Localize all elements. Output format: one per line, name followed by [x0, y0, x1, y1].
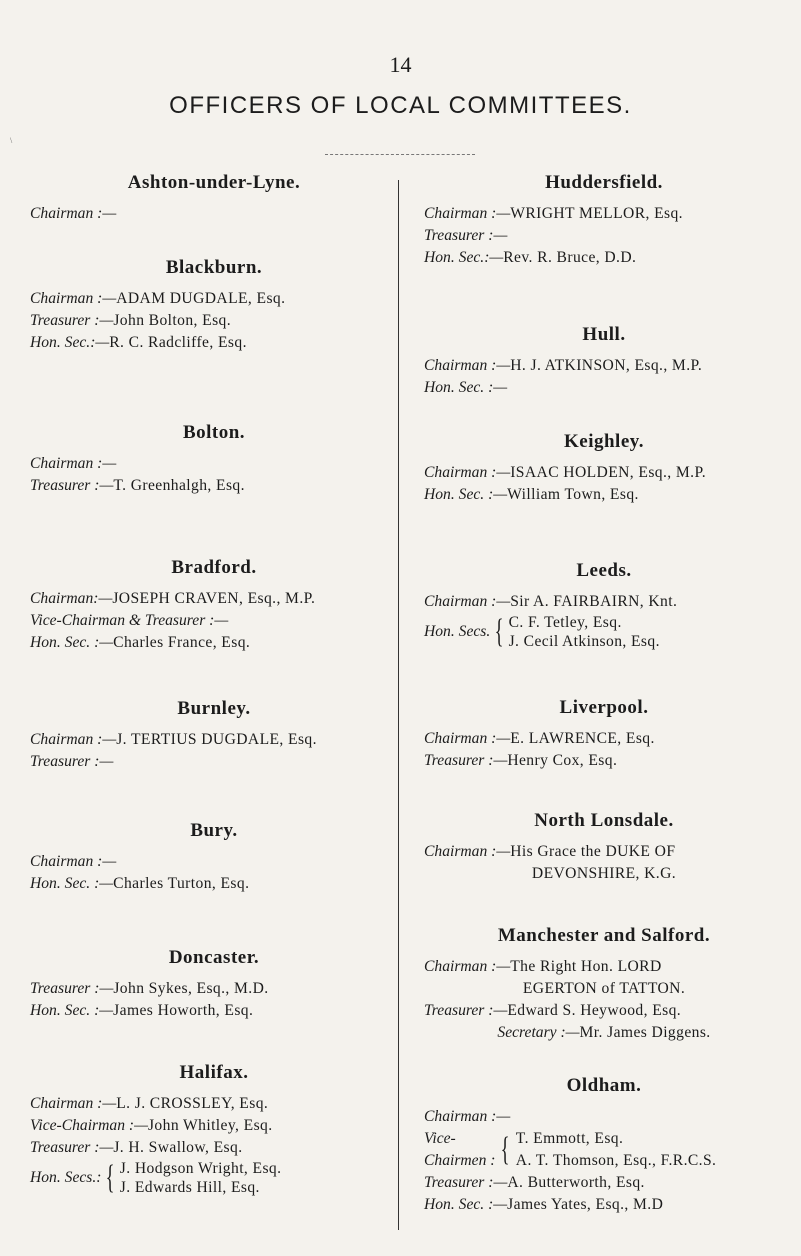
- role-label: Chairman :—: [30, 455, 117, 472]
- role-label: Hon. Sec. :—: [424, 379, 508, 396]
- officer-name: L. J. CROSSLEY, Esq.: [116, 1095, 269, 1112]
- committee-name: Leeds.: [576, 560, 632, 581]
- committee-keighley: [424, 431, 784, 506]
- committee-name: Liverpool.: [559, 697, 649, 718]
- role-label: Vice-Chairman :—: [30, 1117, 148, 1134]
- officer-name: C. F. Tetley, Esq.: [508, 614, 622, 631]
- officer-name: A. Butterworth, Esq.: [507, 1174, 645, 1191]
- committee-name: Manchester and Salford.: [497, 925, 711, 946]
- role-label: Hon. Secs.:: [30, 1169, 102, 1186]
- committee-name: Bolton.: [182, 422, 246, 443]
- committee-name: Blackburn.: [165, 257, 263, 278]
- role-label: Chairman :—: [424, 730, 511, 747]
- role-label: Chairman :—: [424, 205, 511, 222]
- role-label: Treasurer :—: [424, 1002, 508, 1019]
- title-divider: [325, 154, 475, 155]
- role-label: Treasurer :—: [424, 227, 508, 244]
- role-label: Treasurer :—: [30, 312, 114, 329]
- officer-name: Charles France, Esq.: [113, 634, 251, 651]
- officer-name: James Howorth, Esq.: [113, 1002, 254, 1019]
- officer-name: J. Cecil Atkinson, Esq.: [508, 633, 660, 650]
- role-label: Secretary :—: [497, 1024, 580, 1041]
- officer-name-continued: EGERTON of TATTON.: [522, 980, 686, 997]
- committee-name: Oldham.: [566, 1075, 642, 1096]
- committee-leeds: [424, 560, 784, 651]
- officer-name: J. H. Swallow, Esq.: [113, 1139, 243, 1156]
- officer-name: Henry Cox, Esq.: [507, 752, 618, 769]
- committee-doncaster: [30, 947, 398, 1022]
- officer-name: A. T. Thomson, Esq., F.R.C.S.: [515, 1152, 717, 1169]
- committee-manchester-salford: [424, 925, 784, 1044]
- committee-ashton: [30, 172, 398, 225]
- role-label: Chairman :—: [30, 853, 117, 870]
- vice-chairmen-group: [424, 1128, 784, 1172]
- role-label: Treasurer :—: [30, 980, 114, 997]
- officer-name-continued: DEVONSHIRE, K.G.: [531, 865, 677, 882]
- committee-hull: [424, 324, 784, 399]
- officer-name: ISAAC HOLDEN, Esq., M.P.: [510, 464, 707, 481]
- role-label: Hon. Sec.:—: [424, 249, 504, 266]
- officer-name: Sir A. FAIRBAIRN, Knt.: [510, 593, 678, 610]
- officer-name: James Yates, Esq., M.D: [507, 1196, 664, 1213]
- role-label: Chairman :—: [424, 958, 511, 975]
- officer-name: H. J. ATKINSON, Esq., M.P.: [510, 357, 703, 374]
- officer-name: His Grace the DUKE OF: [510, 843, 676, 860]
- hon-secs-group: [424, 613, 784, 651]
- officer-name: John Bolton, Esq.: [113, 312, 232, 329]
- committee-name: Ashton-under-Lyne.: [127, 172, 301, 193]
- role-label: Vice-: [424, 1130, 456, 1147]
- role-label: Chairman :—: [424, 1108, 511, 1125]
- hon-secs-group: [30, 1159, 398, 1197]
- role-label: Chairman :—: [30, 205, 117, 222]
- committee-name: North Lonsdale.: [534, 810, 674, 831]
- officer-name: John Sykes, Esq., M.D.: [113, 980, 269, 997]
- role-label: Chairmen :: [424, 1152, 496, 1169]
- role-label: Treasurer :—: [30, 1139, 114, 1156]
- brace-glyph: {: [106, 1159, 116, 1196]
- officer-name: Edward S. Heywood, Esq.: [507, 1002, 682, 1019]
- role-label: Chairman :—: [30, 731, 117, 748]
- officer-name: R. C. Radcliffe, Esq.: [109, 334, 247, 351]
- committee-bolton: [30, 422, 398, 497]
- role-label: Hon. Secs.: [424, 623, 491, 640]
- officer-name: J. Edwards Hill, Esq.: [119, 1179, 260, 1196]
- committee-liverpool: [424, 697, 784, 772]
- officer-name: J. Hodgson Wright, Esq.: [119, 1160, 282, 1177]
- role-label: Vice-Chairman & Treasurer :—: [30, 612, 229, 629]
- role-label: Chairman :—: [30, 1095, 117, 1112]
- committee-blackburn: [30, 257, 398, 354]
- committee-oldham: [424, 1075, 784, 1216]
- committee-name: Doncaster.: [168, 947, 260, 968]
- officer-name: The Right Hon. LORD: [510, 958, 662, 975]
- role-label: Hon. Sec. :—: [30, 875, 114, 892]
- committee-name: Bury.: [190, 820, 238, 841]
- role-label: Treasurer :—: [30, 477, 114, 494]
- committee-burnley: [30, 698, 398, 773]
- officer-name: E. LAWRENCE, Esq.: [510, 730, 655, 747]
- officer-name: WRIGHT MELLOR, Esq.: [510, 205, 683, 222]
- officer-name: Charles Turton, Esq.: [113, 875, 250, 892]
- committee-name: Hull.: [582, 324, 626, 345]
- role-label: Treasurer :—: [424, 752, 508, 769]
- role-label: Treasurer :—: [30, 753, 114, 770]
- officer-name: J. TERTIUS DUGDALE, Esq.: [116, 731, 317, 748]
- stray-mark: \: [10, 136, 13, 145]
- committee-name: Burnley.: [177, 698, 251, 719]
- committee-name: Keighley.: [564, 431, 644, 452]
- officer-name: T. Greenhalgh, Esq.: [113, 477, 245, 494]
- role-label: Chairman :—: [424, 357, 511, 374]
- role-label: Chairman :—: [424, 464, 511, 481]
- officer-name: Rev. R. Bruce, D.D.: [503, 249, 637, 266]
- officer-name: John Whitley, Esq.: [147, 1117, 273, 1134]
- officer-name: JOSEPH CRAVEN, Esq., M.P.: [112, 590, 316, 607]
- column-divider: [398, 180, 399, 1230]
- role-label: Chairman :—: [424, 593, 511, 610]
- role-label: Hon. Sec. :—: [424, 486, 508, 503]
- officer-name: William Town, Esq.: [507, 486, 639, 503]
- role-label: Hon. Sec.:—: [30, 334, 110, 351]
- committee-name: Huddersfield.: [545, 172, 663, 193]
- role-label: Treasurer :—: [424, 1174, 508, 1191]
- officer-name: T. Emmott, Esq.: [515, 1130, 624, 1147]
- officer-name: Mr. James Diggens.: [579, 1024, 711, 1041]
- brace-glyph: {: [494, 613, 504, 650]
- role-label: Hon. Sec. :—: [30, 634, 114, 651]
- committee-huddersfield: [424, 172, 784, 269]
- page-number: 14: [389, 52, 412, 77]
- role-label: Hon. Sec. :—: [424, 1196, 508, 1213]
- officer-name: ADAM DUGDALE, Esq.: [116, 290, 286, 307]
- role-label: Chairman:—: [30, 590, 113, 607]
- role-label: Chairman :—: [424, 843, 511, 860]
- committee-north-lonsdale: [424, 810, 784, 885]
- committee-bury: [30, 820, 398, 895]
- brace-glyph: {: [501, 1131, 511, 1168]
- committee-name: Halifax.: [179, 1062, 249, 1083]
- role-label: Chairman :—: [30, 290, 117, 307]
- committee-halifax: [30, 1062, 398, 1197]
- page-title: OFFICERS OF LOCAL COMMITTEES.: [169, 92, 632, 119]
- committee-bradford: [30, 557, 398, 654]
- committee-name: Bradford.: [171, 557, 257, 578]
- role-label: Hon. Sec. :—: [30, 1002, 114, 1019]
